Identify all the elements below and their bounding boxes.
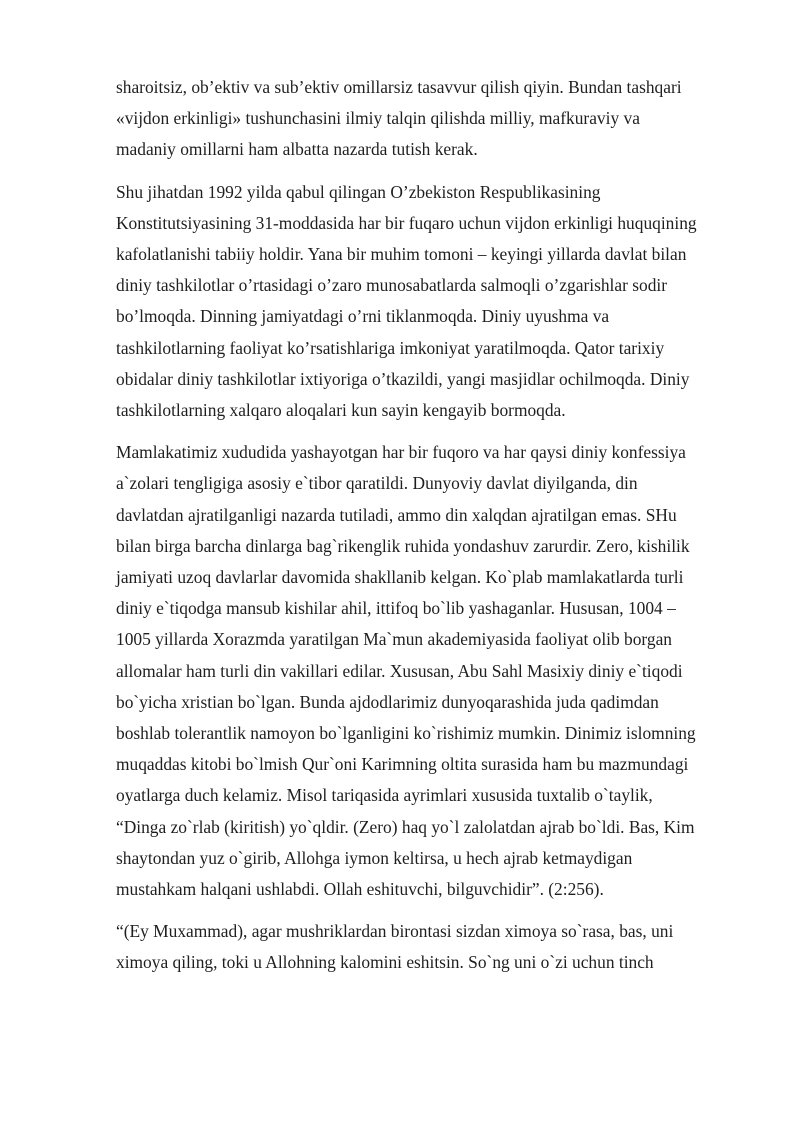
text-line: 1005 yillarda Xorazmda yaratilgan Ma`mun akademiyasida faoliyat olib borgan <box>116 629 672 650</box>
text-line: “(Ey Muxammad), agar mushriklardan birontasi sizdan ximoya so`rasa, bas, uni <box>116 921 674 942</box>
text-line: sharoitsiz, ob’ektiv va sub’ektiv omillarsiz tasavvur qilish qiyin. Bundan tashqari <box>116 77 682 97</box>
text-line: bo`yicha xristian bo`lgan. Bunda ajdodlarimiz dunyoqarashida juda qadimdan <box>116 691 659 712</box>
text-line: boshlab tolerantlik namoyon bo`lganligini ko`rishimiz mumkin. Dinimiz islomning <box>116 723 696 744</box>
text-line: diniy tashkilotlar o’rtasidagi o’zaro munosabatlarda salmoqli o’zgarishlar sodir <box>116 275 668 296</box>
text-line: mustahkam halqani ushlabdi. Ollah eshituvchi, bilguvchidir”. (2:256). <box>116 879 604 900</box>
paragraph-2 <box>116 177 751 427</box>
text-line: ximoya qiling, toki u Allohning kalomini eshitsin. So`ng uni o`zi uchun tinch <box>116 952 654 973</box>
text-line: Shu jihatdan 1992 yilda qabul qilingan O’zbekiston Respublikasining <box>116 181 601 202</box>
text-line: Konstitutsiyasining 31-moddasida har bir fuqaro uchun vijdon erkinligi huquqining <box>116 212 697 233</box>
text-line: davlatdan ajratilganligi nazarda tutiladi, ammo din xalqdan ajratilgan emas. SHu <box>116 504 677 525</box>
text-line: shaytondan yuz o`girib, Allohga iymon keltirsa, u hech ajrab ketmaydigan <box>116 847 633 868</box>
paragraph-1 <box>116 72 751 166</box>
text-line: allomalar ham turli din vakillari edilar. Xususan, Abu Sahl Masixiy diniy e`tiqodi <box>116 660 683 681</box>
text-line: muqaddas kitobi bo`lmish Qur`oni Karimning oltita surasida ham bu mazmundagi <box>116 754 689 775</box>
text-line: Mamlakatimiz xududida yashayotgan har bir fuqoro va har qaysi diniy konfessiya <box>116 442 686 463</box>
document-body <box>116 72 751 990</box>
text-line: diniy e`tiqodga mansub kishilar ahil, ittifoq bo`lib yashaganlar. Hususan, 1004 – <box>116 598 676 619</box>
paragraph-4 <box>116 916 751 978</box>
text-line: obidalar diniy tashkilotlar ixtiyoriga o’tkazildi, yangi masjidlar ochilmoqda. Diniy <box>116 368 690 389</box>
text-line: tashkilotlarning faoliyat ko’rsatishlariga imkoniyat yaratilmoqda. Qator tarixiy <box>116 337 665 358</box>
text-line: bo’lmoqda. Dinning jamiyatdagi o’rni tiklanmoqda. Diniy uyushma va <box>116 306 610 327</box>
text-line: “Dinga zo`rlab (kiritish) yo`qldir. (Zero) haq yo`l zalolatdan ajrab bo`ldi. Bas, Kim <box>116 816 695 837</box>
text-line: kafolatlanishi tabiiy holdir. Yana bir muhim tomoni – keyingi yillarda davlat bilan <box>116 244 687 265</box>
paragraph-3 <box>116 437 751 905</box>
text-line: oyatlarga duch kelamiz. Misol tariqasida ayrimlari xususida tuxtalib o`taylik, <box>116 785 653 806</box>
text-line: tashkilotlarning xalqaro aloqalari kun sayin kengayib bormoqda. <box>116 400 566 421</box>
text-line: a`zolari tengligiga asosiy e`tibor qaratildi. Dunyoviy davlat diyilganda, din <box>116 473 638 494</box>
text-line: madaniy omillarni ham albatta nazarda tutish kerak. <box>116 139 478 160</box>
text-line: «vijdon erkinligi» tushunchasini ilmiy talqin qilishda milliy, mafkuraviy va <box>116 108 640 129</box>
text-line: bilan birga barcha dinlarga bag`rikenglik ruhida yondashuv zarurdir. Zero, kishilik <box>116 535 690 556</box>
text-line: jamiyati uzoq davlarlar davomida shakllanib kelgan. Ko`plab mamlakatlarda turli <box>116 567 684 588</box>
